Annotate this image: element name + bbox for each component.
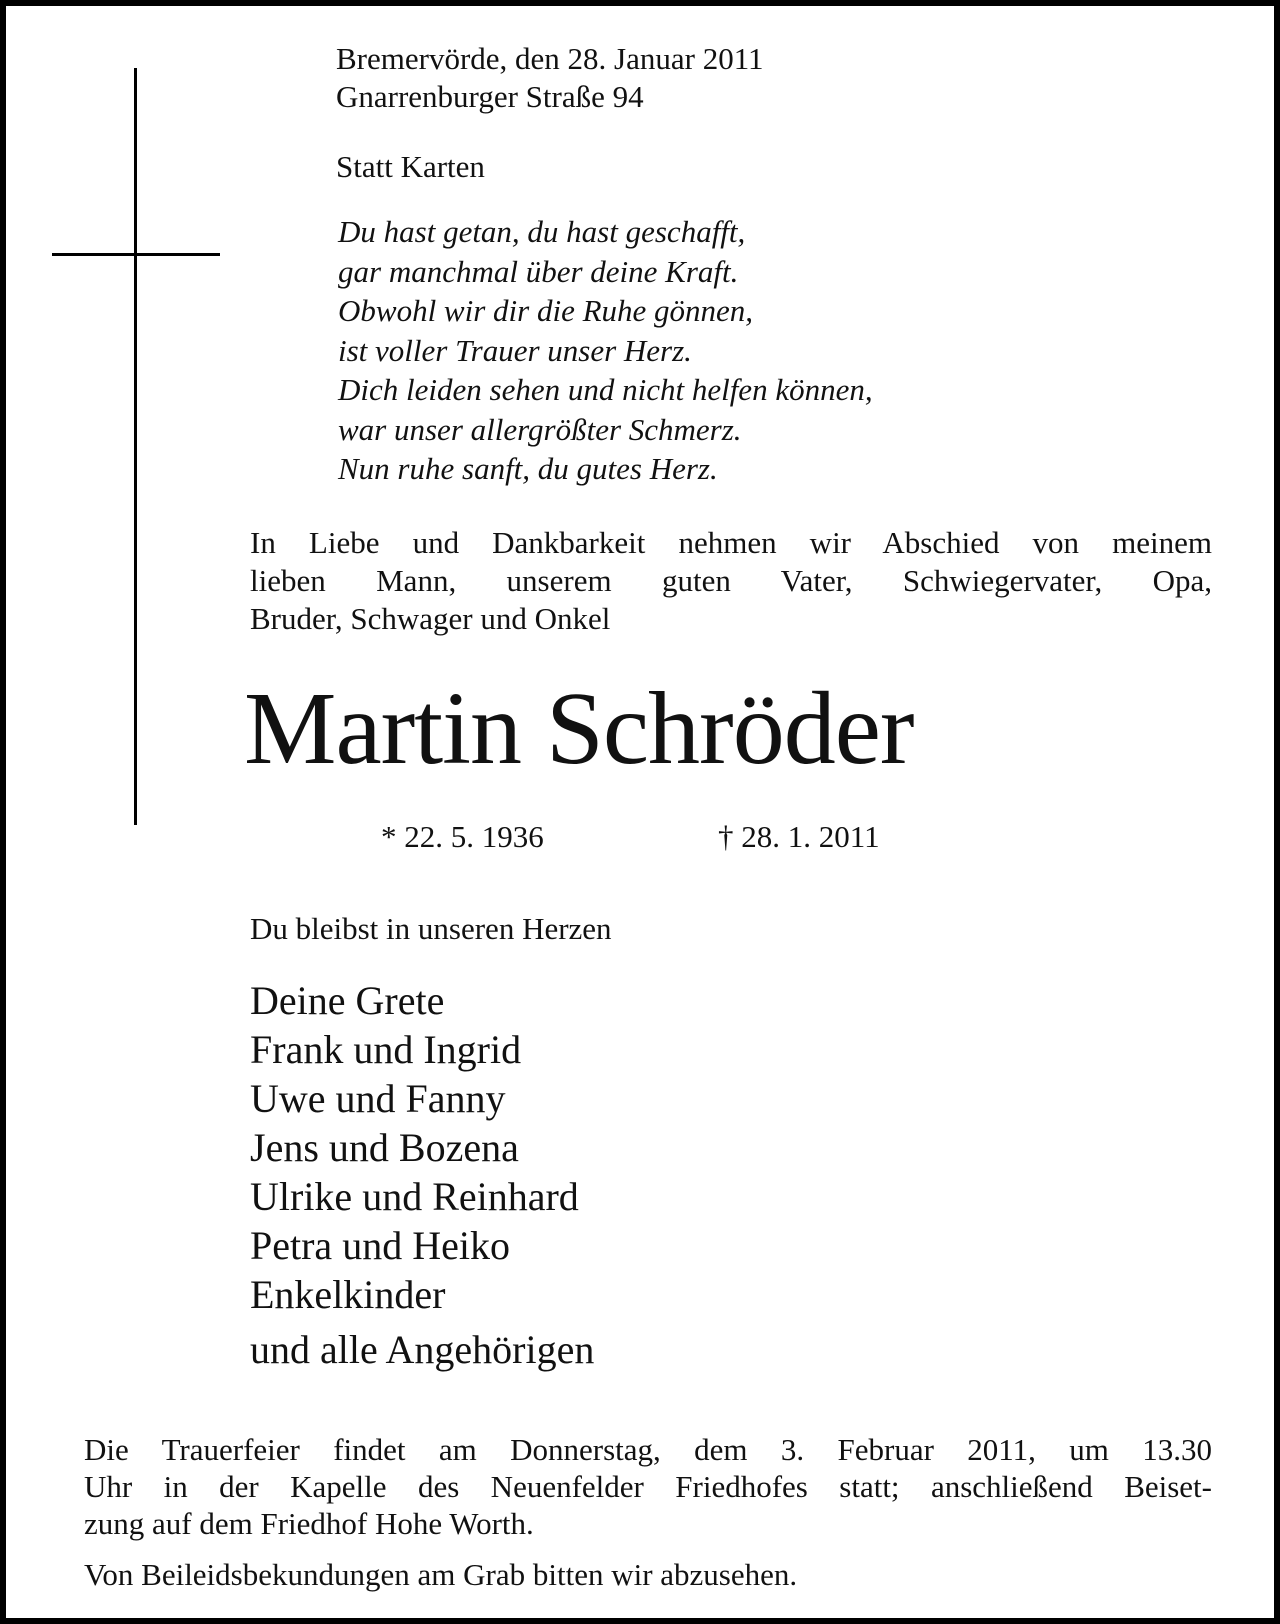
family-member: Jens und Bozena xyxy=(250,1125,519,1170)
intro-text xyxy=(250,524,1212,638)
funeral-info-line: zung auf dem Friedhof Hohe Worth. xyxy=(84,1506,534,1541)
deceased-name: Martin Schröder xyxy=(244,671,914,786)
family-member: Petra und Heiko xyxy=(250,1223,510,1268)
funeral-info-line: Uhr in der Kapelle des Neuenfelder Friedhofes statt; anschließend Beiset- xyxy=(84,1469,1212,1504)
family-closing: und alle Angehörigen xyxy=(250,1327,595,1372)
intro-line: lieben Mann, unserem guten Vater, Schwiegervater, Opa, xyxy=(250,563,1212,598)
remembrance-line: Du bleibst in unseren Herzen xyxy=(250,911,612,946)
family-member: Uwe und Fanny xyxy=(250,1076,506,1121)
family-member: Ulrike und Reinhard xyxy=(250,1174,579,1219)
intro-line: Bruder, Schwager und Onkel xyxy=(250,601,611,636)
family-member: Frank und Ingrid xyxy=(250,1027,522,1072)
poem-line: Du hast getan, du hast geschafft, xyxy=(338,214,746,249)
poem-line: gar manchmal über deine Kraft. xyxy=(338,253,739,289)
address: Gnarrenburger Straße 94 xyxy=(336,79,644,114)
death-date: † 28. 1. 2011 xyxy=(718,819,880,854)
statt-karten: Statt Karten xyxy=(336,149,485,184)
poem xyxy=(338,212,873,489)
poem-line: Nun ruhe sanft, du gutes Herz. xyxy=(338,451,718,486)
poem-line: Obwohl wir dir die Ruhe gönnen, xyxy=(338,293,754,328)
place-date: Bremervörde, den 28. Januar 2011 xyxy=(336,41,764,76)
intro-line: In Liebe und Dankbarkeit nehmen wir Abschied von meinem xyxy=(250,525,1212,560)
poem-line: Dich leiden sehen und nicht helfen können, xyxy=(338,372,873,407)
poem-line: ist voller Trauer unser Herz. xyxy=(338,332,692,368)
family-list xyxy=(250,976,594,1374)
funeral-info-line: Die Trauerfeier findet am Donnerstag, dem 3. Februar 2011, um 13.30 xyxy=(84,1432,1212,1467)
family-member: Deine Grete xyxy=(250,978,445,1023)
cross-vertical-bar xyxy=(134,68,137,825)
cross-horizontal-bar xyxy=(52,253,220,256)
condolence-note: Von Beileidsbekundungen am Grab bitten wir abzusehen. xyxy=(84,1557,798,1592)
funeral-info xyxy=(84,1431,1212,1542)
family-member: Enkelkinder xyxy=(250,1272,446,1317)
birth-date: * 22. 5. 1936 xyxy=(381,819,544,854)
poem-line: war unser allergrößter Schmerz. xyxy=(338,411,742,447)
